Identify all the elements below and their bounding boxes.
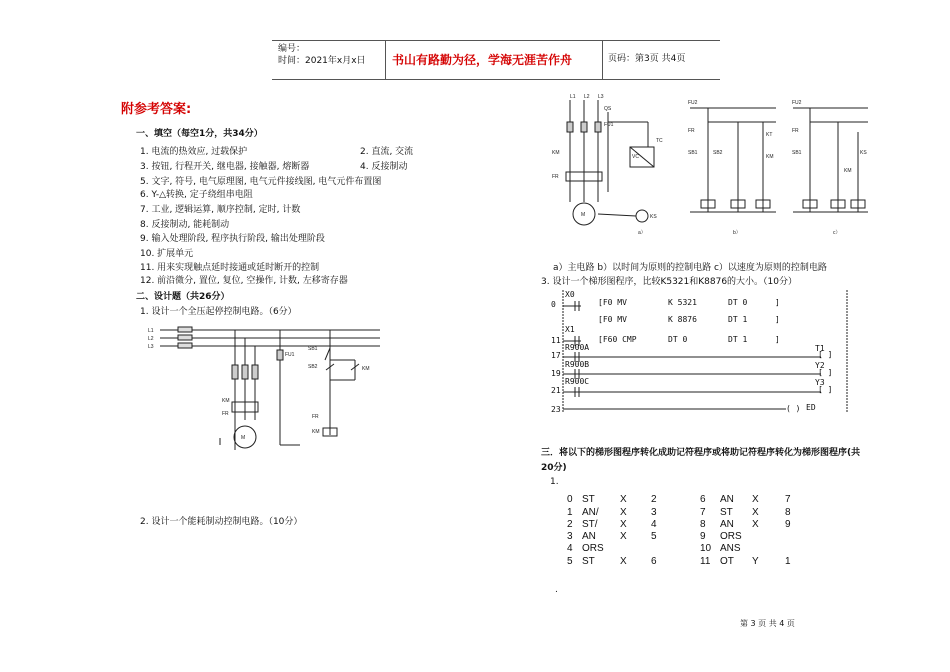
trailing-dot: . — [555, 585, 558, 595]
mnemonic-cell: ANS — [720, 543, 741, 554]
circuit-label: KM — [844, 168, 852, 174]
circuit-label: KM — [766, 154, 774, 160]
ladder-coil: T1 — [815, 344, 825, 353]
ladder-coil: Y3 — [815, 378, 825, 387]
ladder-instruction: [F0 MV — [598, 298, 627, 307]
mnemonic-cell: 1 — [567, 507, 573, 518]
answer-title: 附参考答案: — [121, 102, 192, 117]
ladder-bracket: ] — [775, 298, 780, 307]
ladder-contact-label: X0 — [565, 290, 575, 299]
circuit-label: SB1 — [308, 346, 318, 352]
ladder-step-number: 19 — [551, 369, 561, 378]
circuit-label: L3 — [148, 344, 154, 350]
circuit-label: TC — [656, 138, 663, 144]
ladder-coil: Y2 — [815, 361, 825, 370]
circuit-label: L2 — [148, 336, 154, 342]
header-divider — [602, 41, 603, 79]
circuit-label: SB2 — [308, 364, 318, 370]
circuit-label: KM — [312, 429, 320, 435]
circuit-label: KS — [860, 150, 867, 156]
circuit-label: FU1 — [285, 352, 295, 358]
ladder-end-symbol: ( ) — [786, 404, 801, 413]
ladder-operand: K 5321 — [668, 298, 697, 307]
fill-blank-answer: 10. 扩展单元 — [140, 249, 194, 259]
mnemonic-cell: 9 — [700, 531, 706, 542]
mnemonic-cell: 4 — [567, 543, 573, 554]
mnemonic-cell: X — [752, 507, 759, 518]
mnemonic-cell: 6 — [651, 556, 657, 567]
fill-blank-answer: 5. 文字, 符号, 电气原理图, 电气元件接线图, 电气元件布置图 — [140, 177, 382, 187]
fill-blank-answer: 8. 反接制动, 能耗制动 — [140, 220, 230, 230]
design-q1: 1. 设计一个全压起停控制电路。（6分） — [140, 307, 297, 317]
circuit-label: L2 — [584, 94, 590, 100]
mnemonic-cell: X — [620, 494, 627, 505]
mnemonic-cell: ST — [582, 556, 595, 567]
mnemonic-cell: AN — [720, 494, 734, 505]
mnemonic-cell: 7 — [700, 507, 706, 518]
header-divider — [385, 41, 386, 79]
ladder-operand: K 8876 — [668, 315, 697, 324]
ladder-step-number: 17 — [551, 351, 561, 360]
braking-circuits — [548, 92, 878, 242]
ladder-instruction: [F0 MV — [598, 315, 627, 324]
fill-blank-answer: 11. 用来实现触点延时接通或延时断开的控制 — [140, 263, 320, 273]
ladder-coil-symbol: [ ] — [818, 368, 833, 377]
mnemonic-cell: X — [620, 519, 627, 530]
mnemonic-cell: X — [752, 519, 759, 530]
ladder-step-number: 11 — [551, 336, 561, 345]
start-stop-circuit — [140, 320, 385, 455]
circuit-label: KS — [650, 214, 657, 220]
circuit-label: KT — [766, 132, 773, 138]
circuit-label: FR — [312, 414, 319, 420]
circuit-label: FR — [792, 128, 799, 134]
mnemonic-cell: ST — [582, 494, 595, 505]
mnemonic-cell: 11 — [700, 556, 711, 567]
number-label: 编号： — [278, 44, 306, 54]
mnemonic-cell: 2 — [651, 494, 657, 505]
circuit-label: FR — [222, 411, 229, 417]
mnemonic-cell: Y — [752, 556, 759, 567]
mnemonic-cell: X — [620, 531, 627, 542]
circuit-label: a） — [638, 230, 646, 236]
circuit-label: KM — [552, 150, 560, 156]
fill-blank-answer: 6. Y-△转换, 定子绕组串电阻 — [140, 190, 253, 200]
ladder-operand: DT 0 — [728, 298, 748, 307]
circuit-label: L3 — [598, 94, 604, 100]
mnemonic-cell: 5 — [651, 531, 657, 542]
ladder-contact-label: R900A — [565, 343, 590, 352]
mnemonic-cell: AN — [720, 519, 734, 530]
ladder-step-number: 21 — [551, 386, 561, 395]
fill-blank-answer: 3. 按钮, 行程开关, 继电器, 接触器, 熔断器 — [140, 162, 310, 172]
page-label: 页码：第3页 共4页 — [608, 54, 686, 64]
circuit-label: SB1 — [792, 150, 802, 156]
ladder-end-instruction: ED — [806, 403, 816, 412]
circuit-label: b） — [733, 230, 741, 236]
ladder-bracket: ] — [775, 315, 780, 324]
fill-blank-answer: 2. 直流, 交流 — [360, 147, 414, 157]
mnemonic-cell: ST — [720, 507, 733, 518]
design-q3: 3. 设计一个梯形图程序，比较K5321和K8876的大小。（10分） — [541, 277, 798, 287]
mnemonic-cell: X — [620, 507, 627, 518]
circuit-label: QS — [604, 106, 612, 112]
ladder-operand: DT 1 — [728, 335, 748, 344]
circuit-label: M — [581, 212, 586, 218]
mnemonic-cell: 6 — [700, 494, 706, 505]
ladder-coil-symbol: [ ] — [818, 350, 833, 359]
fill-blank-answer: 7. 工业, 逻辑运算, 顺序控制, 定时, 计数 — [140, 205, 301, 215]
mnemonic-cell: 9 — [785, 519, 791, 530]
circuit-label: VC — [632, 154, 639, 160]
ladder-operand: DT 1 — [728, 315, 748, 324]
mnemonic-cell: 8 — [785, 507, 791, 518]
header-motto: 书山有路勤为径，学海无涯苦作舟 — [392, 53, 573, 67]
ladder-step-number: 23 — [551, 405, 561, 414]
circuit-label: L1 — [148, 328, 154, 334]
mnemonic-cell: 2 — [567, 519, 573, 530]
mnemonic-cell: ORS — [720, 531, 742, 542]
ladder-contact-label: X1 — [565, 325, 575, 334]
mnemonic-cell: 10 — [700, 543, 712, 554]
ladder-contact-label: R900B — [565, 360, 590, 369]
mnemonic-cell: 3 — [651, 507, 657, 518]
ladder-coil-symbol: [ ] — [818, 385, 833, 394]
mnemonic-cell: 8 — [700, 519, 706, 530]
section3-sub: 1. — [550, 477, 559, 487]
mnemonic-cell: 4 — [651, 519, 657, 530]
circuit-label: SB1 — [688, 150, 698, 156]
fill-blank-answer: 4. 反接制动 — [360, 162, 408, 172]
section2-title: 二、设计题（共26分） — [136, 292, 230, 302]
mnemonic-cell: X — [620, 556, 627, 567]
design-q2: 2. 设计一个能耗制动控制电路。（10分） — [140, 517, 303, 527]
page-footer: 第 3 页 共 4 页 — [740, 619, 795, 628]
fill-blank-answer: 9. 输入处理阶段, 程序执行阶段, 输出处理阶段 — [140, 234, 325, 244]
circuit-label: FU2 — [792, 100, 802, 106]
circuit-label: M — [241, 435, 246, 441]
circuit-label: FU2 — [688, 100, 698, 106]
ladder-contact-label: R900C — [565, 377, 590, 386]
mnemonic-cell: ORS — [582, 543, 604, 554]
mnemonic-cell: 1 — [785, 556, 791, 567]
circuit-label: FU1 — [604, 122, 614, 128]
ladder-operand: DT 0 — [668, 335, 688, 344]
circuit-label: KM — [222, 398, 230, 404]
circuit-label: KM — [362, 366, 370, 372]
ladder-diagram-rails — [541, 288, 861, 418]
circuit-label: L1 — [570, 94, 576, 100]
ladder-bracket: ] — [775, 335, 780, 344]
circuit-label: SB2 — [713, 150, 723, 156]
mnemonic-cell: AN/ — [582, 507, 599, 518]
mnemonic-cell: 3 — [567, 531, 573, 542]
fill-blank-answer: 1. 电流的热效应, 过载保护 — [140, 147, 248, 157]
circuit-label: c） — [833, 230, 841, 236]
time-label: 时间：2021年x月x日 — [278, 56, 366, 66]
figure-caption: a）主电路 b）以时间为原则的控制电路 c）以速度为原则的控制电路 — [553, 263, 827, 273]
ladder-step-number: 0 — [551, 300, 556, 309]
mnemonic-cell: 7 — [785, 494, 791, 505]
mnemonic-cell: 5 — [567, 556, 573, 567]
ladder-instruction: [F60 CMP — [598, 335, 637, 344]
circuit-label: FR — [688, 128, 695, 134]
fill-blank-answer: 12. 前沿微分, 置位, 复位, 空操作, 计数, 左移寄存器 — [140, 276, 348, 286]
circuit-label: FR — [552, 174, 559, 180]
section1-title: 一、填空（每空1分，共34分） — [136, 129, 263, 139]
mnemonic-cell: 0 — [567, 494, 573, 505]
section3-title: 三．将以下的梯形图程序转化成助记符程序或将助记符程序转化为梯形图程序(共20分) — [541, 448, 861, 473]
mnemonic-cell: ST/ — [582, 519, 598, 530]
mnemonic-cell: AN — [582, 531, 596, 542]
mnemonic-cell: OT — [720, 556, 734, 567]
page-header — [272, 40, 720, 80]
mnemonic-cell: X — [752, 494, 759, 505]
